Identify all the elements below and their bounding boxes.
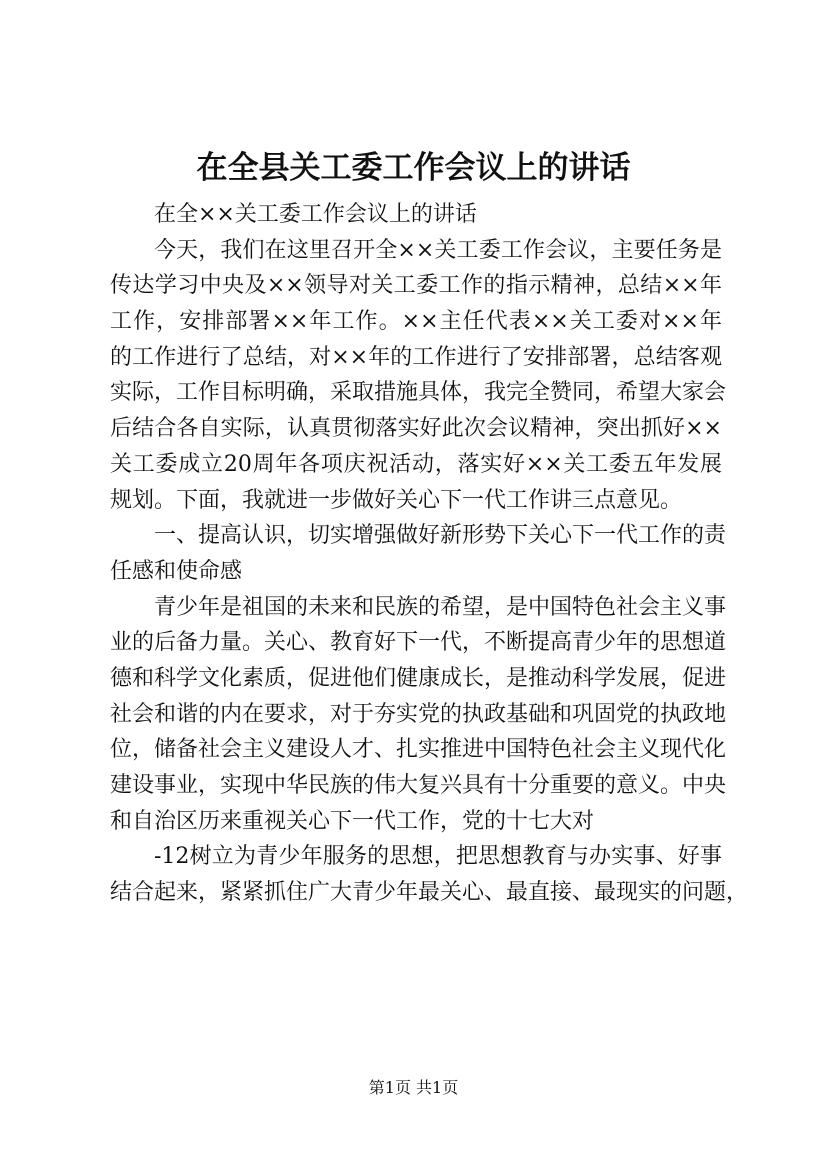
paragraph-line: -12树立为青少年服务的思想，把思想教育与办实事、好事 <box>154 844 722 870</box>
paragraph-line: 德和科学文化素质，促进他们健康成长，是推动科学发展，促进 <box>110 665 727 691</box>
paragraph-line: 位，储备社会主义建设人才、扎实推进中国特色社会主义现代化 <box>110 737 727 763</box>
paragraph-line: 实际，工作目标明确，采取措施具体，我完全赞同，希望大家会 <box>110 380 727 406</box>
paragraph-line: 和自治区历来重视关心下一代工作，党的十七大对 <box>110 808 595 834</box>
paragraph-line: 社会和谐的内在要求，对于夯实党的执政基础和巩固党的执政地 <box>110 701 727 727</box>
paragraph-line: 规划。下面，我就进一步做好关心下一代工作讲三点意见。 <box>110 487 683 513</box>
paragraph-line: 青少年是祖国的未来和民族的希望，是中国特色社会主义事 <box>154 594 727 620</box>
page-footer: 第1页 共1页 <box>368 1078 459 1097</box>
section-heading-line: 一、提高认识，切实增强做好新形势下关心下一代工作的责 <box>154 523 727 549</box>
document-body <box>110 197 749 911</box>
paragraph-line: 后结合各自实际，认真贯彻落实好此次会议精神，突出抓好×× <box>110 416 722 442</box>
paragraph-line: 关工委成立20周年各项庆祝活动，落实好××关工委五年发展 <box>110 451 722 477</box>
section-heading-line: 任感和使命感 <box>110 558 243 584</box>
paragraph-line: 业的后备力量。关心、教育好下一代，不断提高青少年的思想道 <box>110 630 727 656</box>
subtitle-line: 在全××关工委工作会议上的讲话 <box>154 202 477 227</box>
paragraph-line: 结合起来，紧紧抓住广大青少年最关心、最直接、最现实的问题， <box>110 880 749 906</box>
paragraph-line: 今天，我们在这里召开全××关工委工作会议，主要任务是 <box>154 237 722 263</box>
paragraph-line: 工作，安排部署××年工作。××主任代表××关工委对××年 <box>110 309 722 335</box>
paragraph-line: 建设事业，实现中华民族的伟大复兴具有十分重要的意义。中央 <box>110 773 727 798</box>
document-title: 在全县关工委工作会议上的讲话 <box>196 150 631 186</box>
paragraph-line: 的工作进行了总结，对××年的工作进行了安排部署，总结客观 <box>110 344 722 370</box>
paragraph-line: 传达学习中央及××领导对关工委工作的指示精神，总结××年 <box>110 273 722 299</box>
